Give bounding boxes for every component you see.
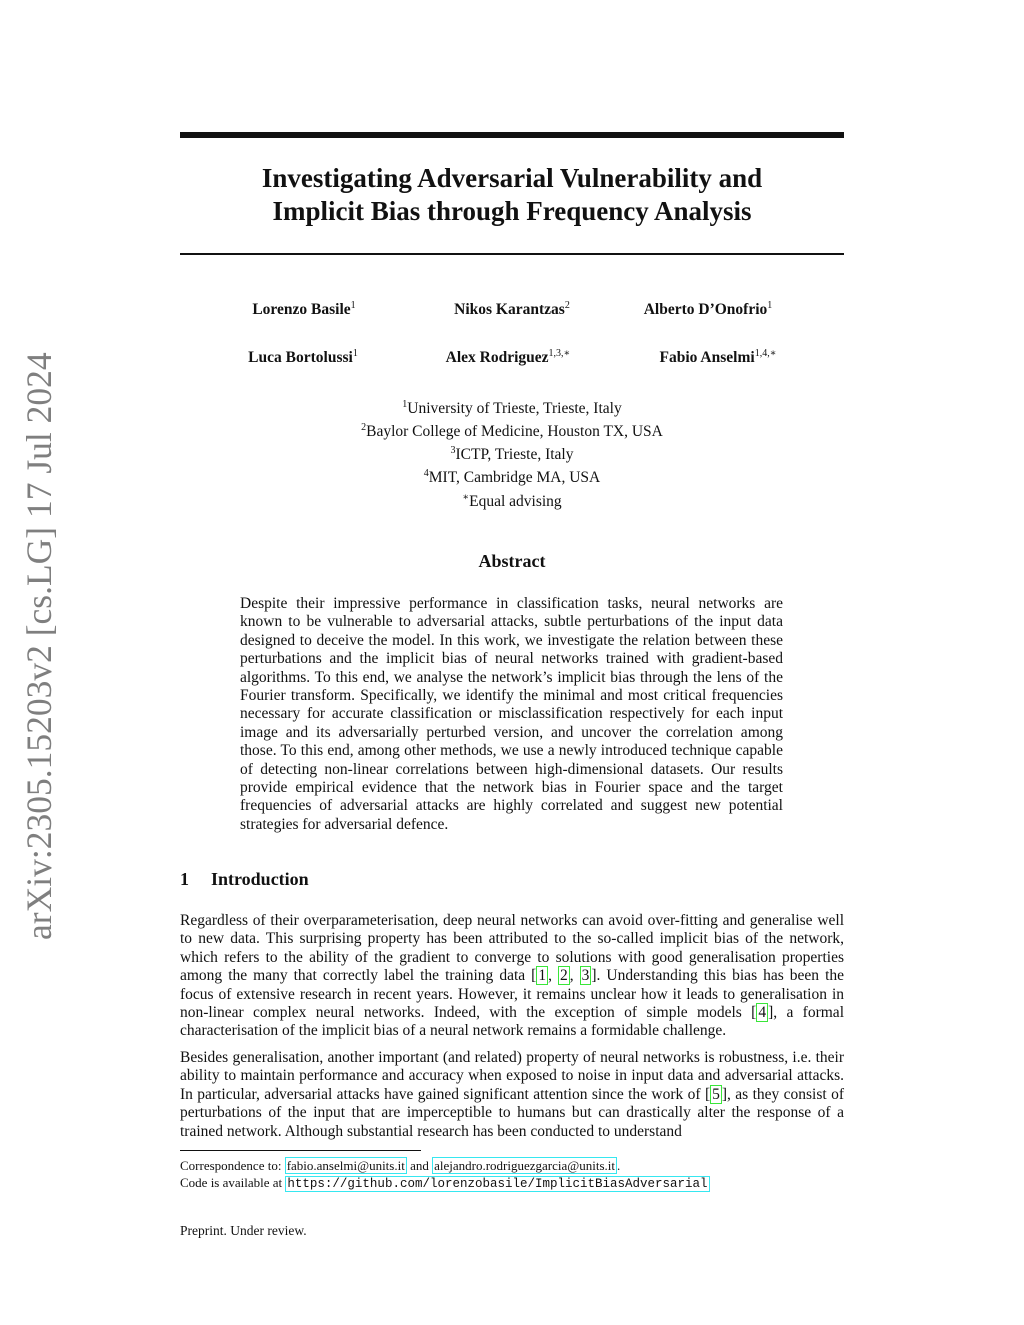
citation-link-3[interactable]: 3 bbox=[581, 967, 590, 985]
intro-paragraph-2: Besides generalisation, another important (and related) property of neural networks is robustness, i.e. their ability to maintain performance and accuracy when exposed to noise in input data and adversarial attacks. In particular, adversarial attacks have gained significant attention since the work of [ 5 ], as they consist of perturbations of the input that are imperceptible to humans but can drastically alter the response of a trained network. Although substantial research has been conducted to understand bbox=[180, 1049, 844, 1140]
citation-link-1[interactable]: 1 bbox=[538, 967, 547, 985]
author-6: Fabio Anselmi$^{1,4,∗}$ bbox=[659, 348, 777, 367]
affiliation-3: $^3$ICTP, Trieste, Italy bbox=[450, 445, 574, 464]
citation-link-2[interactable]: 2 bbox=[559, 967, 568, 985]
citation-link-5[interactable]: 5 bbox=[712, 1085, 720, 1103]
section-heading bbox=[180, 869, 309, 890]
author-5: Alex Rodriguez$^{1,3,∗}$ bbox=[445, 348, 571, 367]
title-line-2: Implicit Bias through Frequency Analysis bbox=[272, 196, 752, 226]
code-url-link[interactable]: https://github.com/lorenzobasile/ImplicitBiasAdversarial bbox=[287, 1177, 708, 1191]
author-2: Nikos Karantzas$^2$ bbox=[454, 300, 570, 319]
title-line-1: Investigating Adversarial Vulnerability and bbox=[261, 163, 763, 193]
arxiv-stamp: arXiv:2305.15203v2 [cs.LG] 17 Jul 2024 bbox=[19, 352, 59, 940]
affiliations bbox=[180, 395, 844, 511]
affiliation-1: $^1$University of Trieste, Trieste, Italy bbox=[402, 399, 622, 418]
abstract-heading: Abstract bbox=[478, 551, 546, 571]
author-1: Lorenzo Basile$^1$ bbox=[252, 300, 356, 319]
author-4: Luca Bortolussi$^1$ bbox=[248, 348, 358, 367]
affiliation-5: ∗Equal advising bbox=[462, 491, 562, 510]
section-number: 1 bbox=[180, 869, 189, 889]
abstract-text: Despite their impressive performance in classification tasks, neural networks are known to be vulnerable to adversarial attacks, subtle perturbations of the input data designed to deceive the model. In this work, we investigate the relation between these perturbations and the implicit bias of neural networks trained with gradient-based algorithms. To this end, we analyse the network’s implicit bias through the lens of the Fourier transform. Specifically, we identify the minimal and most critical frequencies necessary for accurate classification or misclassification respectively for each input image and its adversarially perturbed version, and uncover the correlation among those. To this end, among other methods, we use a newly introduced technique capable of detecting non-linear correlations between high-dimensional datasets. Our results provide empirical evidence that the network bias in Fourier space and the target frequencies of adversarial attacks are highly correlated and suggest new potential strategies for adversarial defence. bbox=[240, 595, 783, 833]
title-bottom-rule bbox=[180, 253, 844, 255]
affiliation-4: $^4$MIT, Cambridge MA, USA bbox=[423, 468, 601, 487]
footnote-code: Code is available at https://github.com/lorenzobasile/ImplicitBiasAdversarial bbox=[180, 1175, 708, 1191]
author-3: Alberto D’Onofrio$^1$ bbox=[643, 300, 773, 319]
footnote-correspondence: Correspondence to: fabio.anselmi@units.it and alejandro.rodriguezgarcia@units.it . bbox=[180, 1158, 621, 1173]
citation-link-4[interactable]: 4 bbox=[758, 1004, 767, 1022]
intro-paragraph-1: Regardless of their overparameterisation, deep neural networks can avoid over-fitting and generalise well to new data. This surprising property has been attributed to the so-called implicit bias of the network, which refers to the ability of the gradient to converge to solutions with good generalisation properties among the many that correctly label the training data [ 1 , 2 , 3 ]. Understanding this bias has been the focus of extensive research in recent years. However, it remains unclear how it leads to generalisation in non-linear complex neural networks. Indeed, with the exception of simple models [ 4 ], a formal characterisation of the implicit bias of a neural network remains a formidable challenge. bbox=[180, 912, 845, 1040]
preprint-note: Preprint. Under review. bbox=[180, 1223, 307, 1238]
email-link-1[interactable]: fabio.anselmi@units.it bbox=[286, 1158, 405, 1173]
email-link-2[interactable]: alejandro.rodriguezgarcia@units.it bbox=[434, 1158, 616, 1173]
title-top-rule bbox=[180, 132, 844, 138]
affiliation-2: $^2$Baylor College of Medicine, Houston TX, USA bbox=[361, 422, 663, 441]
paper-title bbox=[180, 162, 844, 228]
footnote-rule bbox=[180, 1150, 421, 1151]
section-title: Introduction bbox=[211, 869, 309, 889]
